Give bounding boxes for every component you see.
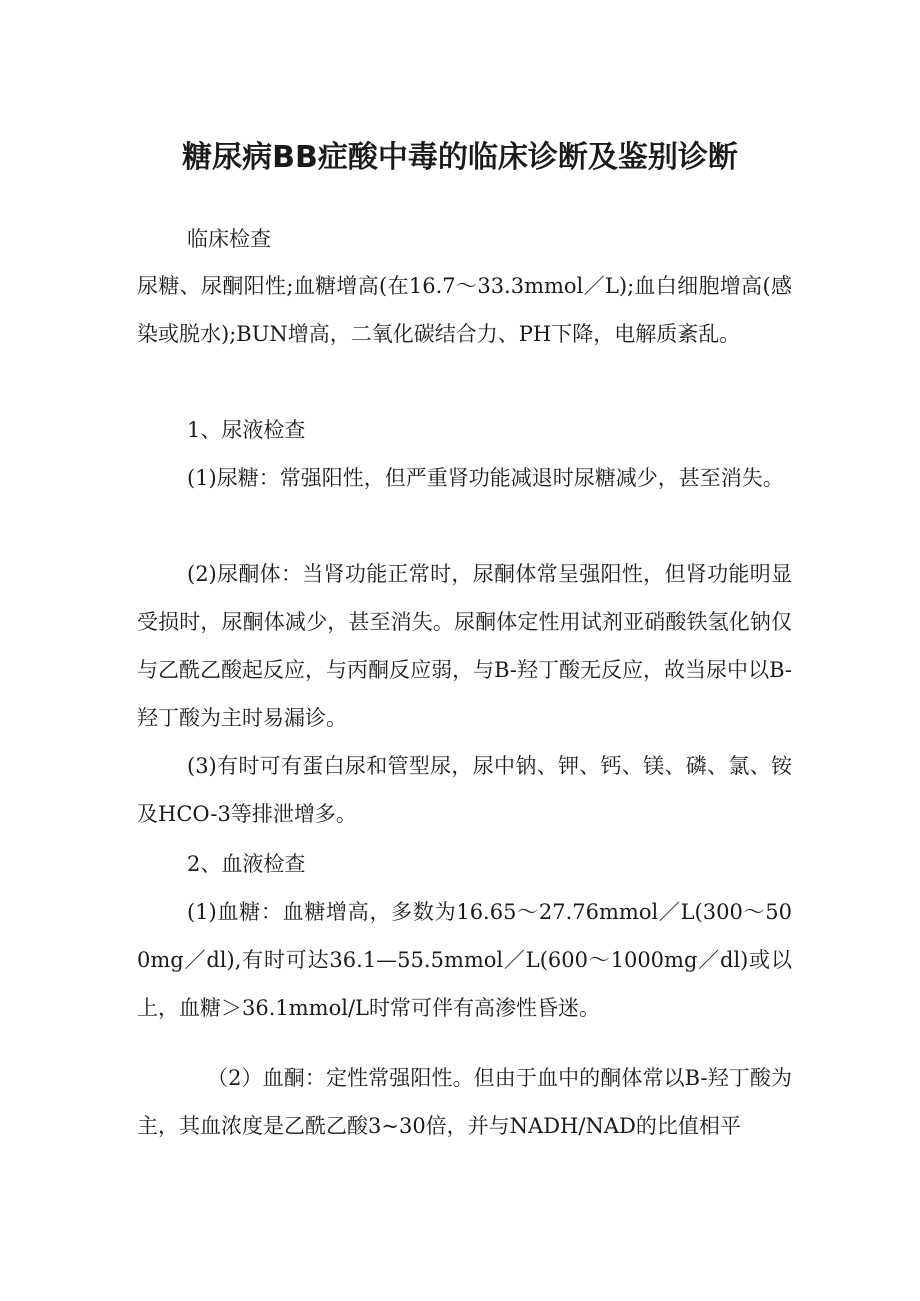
paragraph-urine-other: (3)有时可有蛋白尿和管型尿，尿中钠、钾、钙、镁、磷、氯、铵及HCO-3等排泄增多。 <box>137 754 792 826</box>
paragraph-lab-summary: 尿糖、尿酮阳性;血糖增高(在16.7～33.3mmol／L);血白细胞增高(感染或脱水);BUN增高，二氧化碳结合力、PH下降，电解质紊乱。 <box>137 274 792 346</box>
section-heading-clinical: 临床检查 <box>187 227 271 251</box>
paragraph-blood-ketone: （2）血酮：定性常强阳性。但由于血中的酮体常以B-羟丁酸为主，其血浓度是乙酰乙酸3~30倍，并与NADH/NAD的比值相平 <box>137 1066 792 1138</box>
paragraph-urine-ketone: (2)尿酮体：当肾功能正常时，尿酮体常呈强阳性，但肾功能明显受损时，尿酮体减少，甚至消失。尿酮体定性用试剂亚硝酸铁氢化钠仅与乙酰乙酸起反应，与丙酮反应弱，与B-羟丁酸无反应，故当尿中以B-羟丁酸为主时易漏诊。 <box>137 562 792 730</box>
paragraph-blood-sugar: (1)血糖：血糖增高，多数为16.65～27.76mmol／L(300～500mg／dl),有时可达36.1—55.5mmol／L(600～1000mg／dl)或以上，血糖＞36.1mmol/L时常可伴有高渗性昏迷。 <box>137 900 792 1020</box>
paragraph-urine-sugar: (1)尿糖：常强阳性，但严重肾功能减退时尿糖减少，甚至消失。 <box>187 466 784 490</box>
document-title: 糖尿病BB症酸中毒的临床诊断及鉴别诊断 <box>182 140 738 175</box>
section-heading-urine: 1、尿液检查 <box>187 418 306 442</box>
section-heading-blood: 2、血液检查 <box>187 852 306 876</box>
